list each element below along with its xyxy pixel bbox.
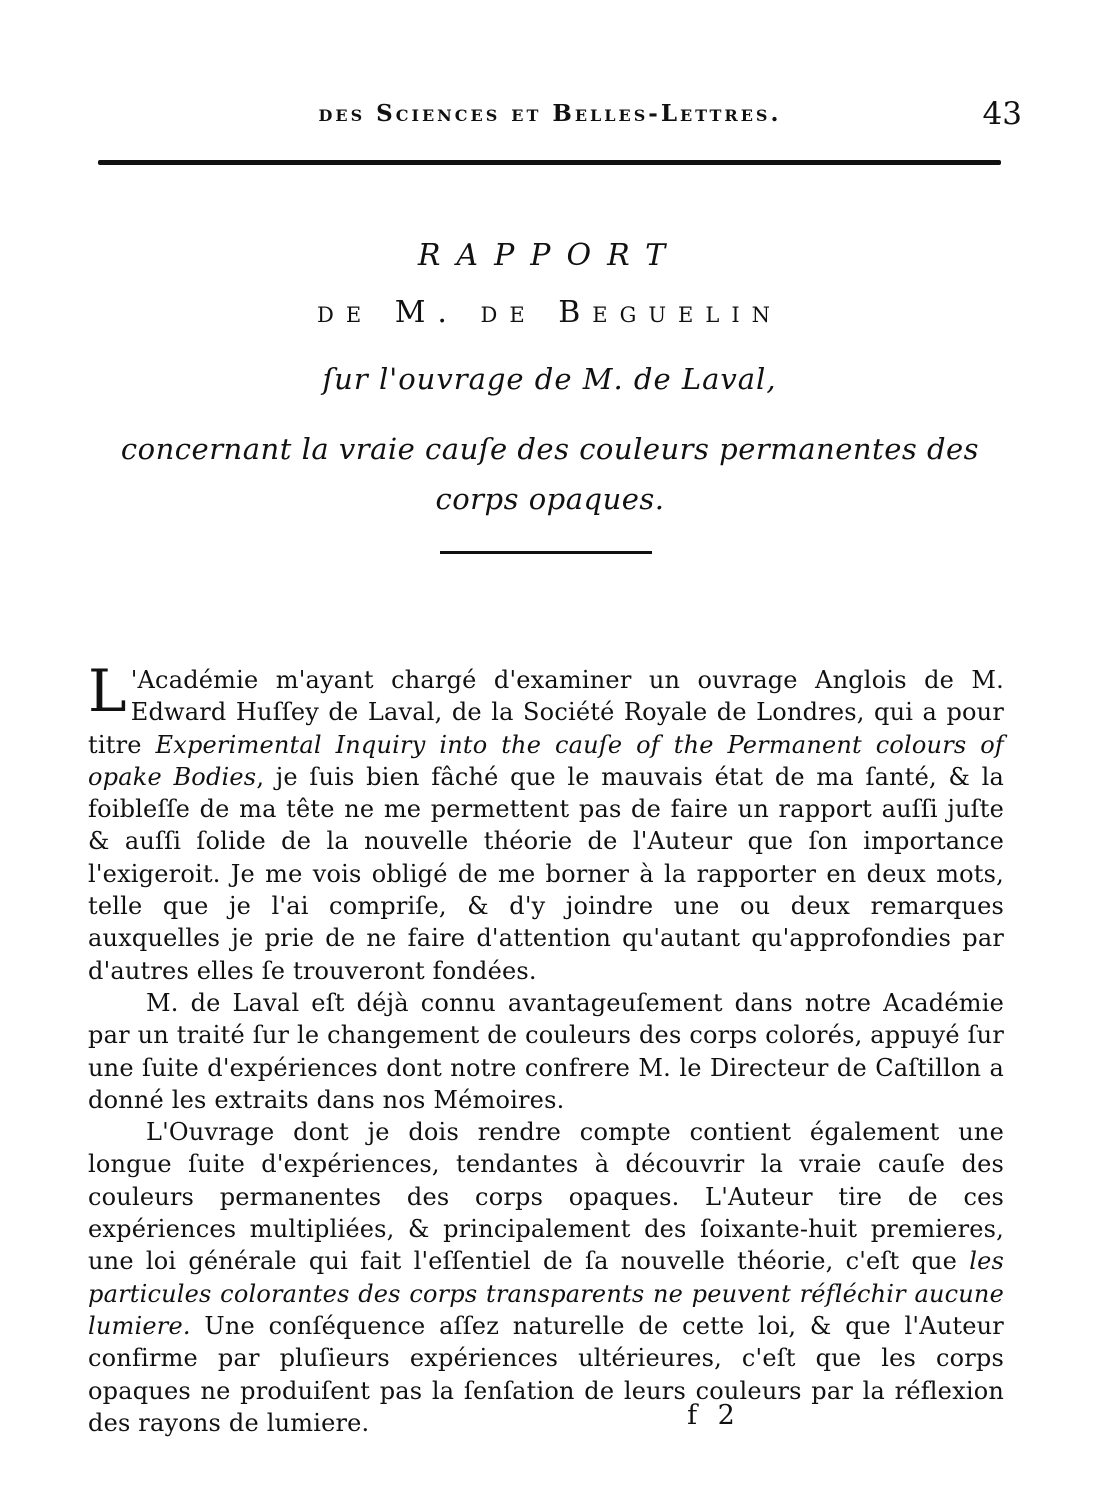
page-number: 43 — [982, 96, 1022, 132]
body-text — [88, 657, 1004, 1439]
title-rule — [440, 551, 652, 554]
header-rule — [98, 160, 1001, 165]
paragraph-1 — [88, 657, 1004, 987]
running-head: des Sciences et Belles-Lettres. — [318, 100, 782, 127]
title-author: de M. de Beguelin — [317, 295, 782, 330]
signature-mark: f 2 — [687, 1400, 741, 1431]
paragraph-1-text-b: , je ſuis bien fâché que le mauvais état de ma ſanté, & la foibleſſe de ma tête ne me permettent pas de faire un rapport auſſi juſte & auſſi ſolide de la nouvelle théorie de l'Auteur que ſon importance l'exigeroit. Je me vois obligé de me borner à la rapporter en deux mots, telle que je l'ai compriſe, & d'y joindre une ou deux remarques auxquelles je prie de ne faire d'attention qu'autant qu'approfondies par d'autres elles ſe trouveront fondées. — [88, 762, 1004, 985]
title-subject: ſur l'ouvrage de M. de Laval, — [322, 362, 777, 396]
drop-cap: L — [88, 657, 127, 725]
paragraph-3 — [88, 1116, 1004, 1439]
book-title-italic: Experimental Inquiry into the cauſe of the Permanent colours of opake Bodies — [88, 730, 1004, 791]
title-topic: concernant la vraie cauſe des couleurs permanentes des corps opaques. — [120, 432, 980, 516]
title-rapport: RAPPORT — [417, 238, 682, 273]
paragraph-1-text-a: 'Académie m'ayant chargé d'examiner un ouvrage Anglois de M. Edward Huſſey de Laval, de la Société Royale de Londres, qui a pour titre — [88, 666, 1004, 759]
paragraph-3-text-a: L'Ouvrage dont je dois rendre compte contient également une longue ſuite d'expériences, tendantes à découvrir la vraie cauſe des couleurs permanentes des corps opaques. L'Auteur tire de ces expériences multipliées, & principalement des ſoixante-huit premieres, une loi générale qui fait l'eſſentiel de ſa nouvelle théorie, c'eſt que — [88, 1118, 1004, 1276]
law-statement-italic: les particules colorantes des corps transparents ne peuvent réfléchir aucune lumiere. — [88, 1247, 1004, 1340]
paragraph-3-text-b: Une conſéquence aſſez naturelle de cette loi, & que l'Auteur confirme par pluſieurs expériences ultérieures, c'eſt que les corps opaques ne produiſent pas la ſenſation de leurs couleurs par la réflexion des rayons de lumiere. — [88, 1311, 1004, 1437]
paragraph-2: M. de Laval eſt déjà connu avantageuſement dans notre Académie par un traité ſur le changement de couleurs des corps colorés, appuyé ſur une ſuite d'expériences dont notre confrere M. le Directeur de Caſtillon a donné les extraits dans nos Mémoires. — [88, 988, 1004, 1114]
